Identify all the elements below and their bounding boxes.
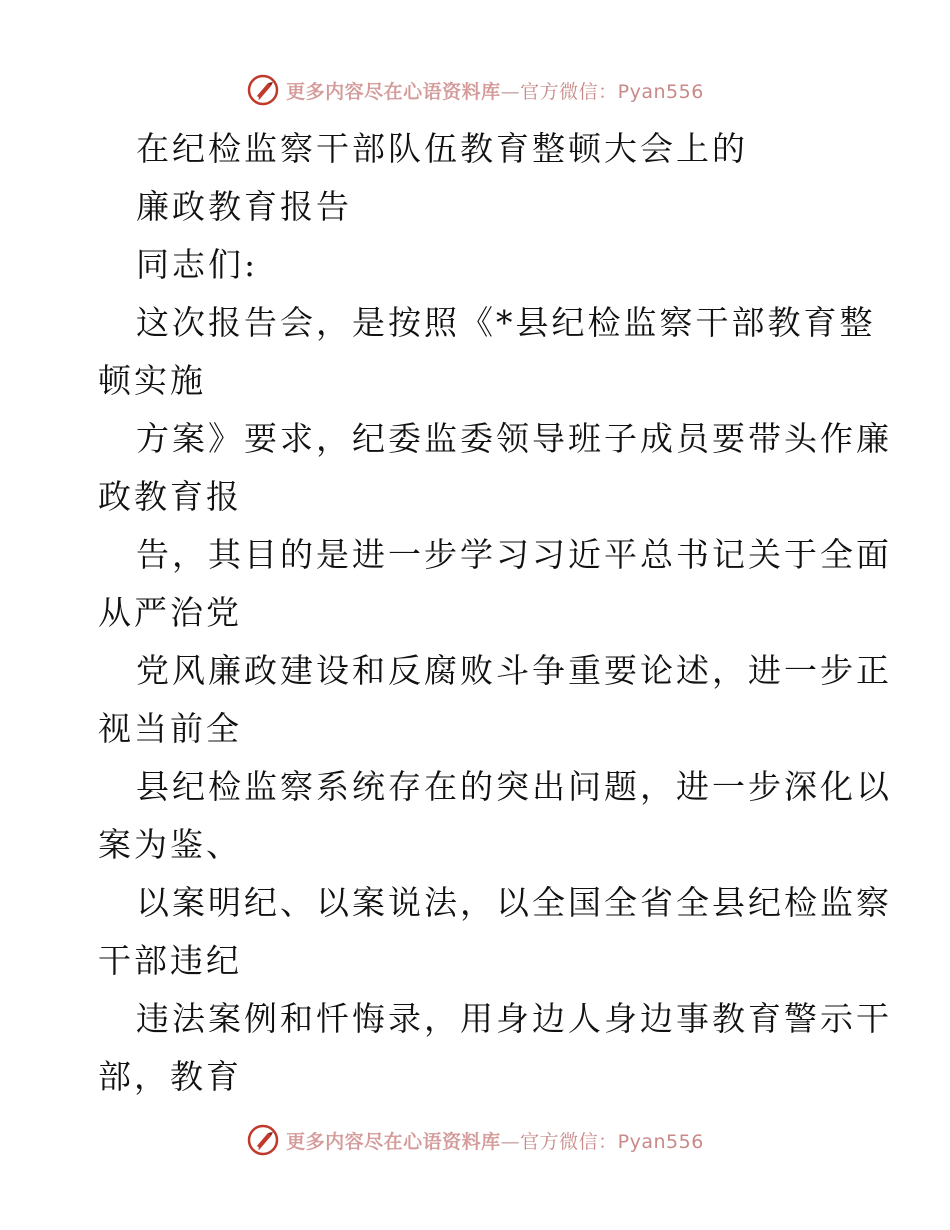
paragraph-line: 政教育报 <box>98 477 242 516</box>
paragraph-line: 县纪检监察系统存在的突出问题，进一步深化以 <box>136 767 892 806</box>
paragraph-line: 方案》要求，纪委监委领导班子成员要带头作廉 <box>136 419 892 458</box>
header-watermark <box>0 70 950 110</box>
document-body <box>98 120 892 1106</box>
paragraph-line: 案为鉴、 <box>98 825 242 864</box>
watermark-text: 更多内容尽在心语资料库—官方微信：Pyan556 <box>286 80 704 103</box>
title-line-2: 廉政教育报告 <box>136 187 352 226</box>
paragraph-line: 告，其目的是进一步学习习近平总书记关于全面 <box>136 535 892 574</box>
title-line-1: 在纪检监察干部队伍教育整顿大会上的 <box>136 129 748 168</box>
paragraph-line: 干部违纪 <box>98 941 242 980</box>
paragraph-line: 从严治党 <box>98 593 242 632</box>
paragraph-line: 党风廉政建设和反腐败斗争重要论述，进一步正 <box>136 651 892 690</box>
footer-watermark <box>0 1120 950 1160</box>
salutation: 同志们: <box>136 245 259 284</box>
pen-logo-icon <box>246 1123 280 1157</box>
paragraph-line: 部，教育 <box>98 1057 242 1096</box>
pen-logo-icon <box>246 73 280 107</box>
paragraph-line: 视当前全 <box>98 709 242 748</box>
paragraph-line: 这次报告会，是按照《*县纪检监察干部教育整 <box>136 303 876 342</box>
paragraph-line: 违法案例和忏悔录，用身边人身边事教育警示干 <box>136 999 892 1038</box>
paragraph-line: 顿实施 <box>98 361 206 400</box>
watermark-text: 更多内容尽在心语资料库—官方微信：Pyan556 <box>286 1130 704 1153</box>
paragraph-line: 以案明纪、以案说法，以全国全省全县纪检监察 <box>136 883 892 922</box>
